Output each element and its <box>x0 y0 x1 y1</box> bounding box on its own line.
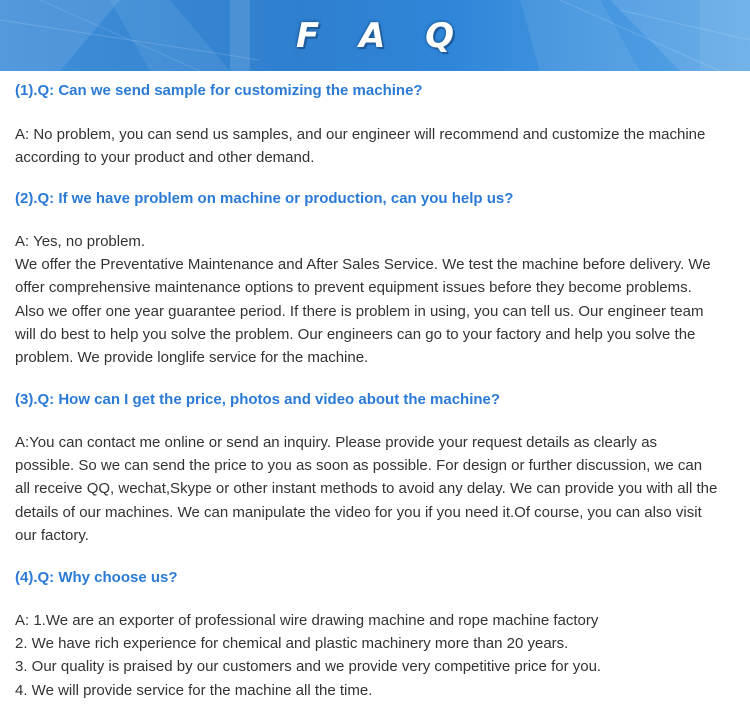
answer-line: problem. We provide longlife service for the machine. <box>15 349 369 367</box>
answer-line: A: Yes, no problem. <box>15 233 146 250</box>
answer-line: offer comprehensive maintenance options to prevent equipment issues before they become problems. <box>15 279 692 297</box>
faq-question: (3).Q: How can I get the price, photos and video about the machine? <box>15 391 501 408</box>
faq-answer <box>15 230 743 369</box>
faq-answer <box>15 609 743 702</box>
answer-line: all receive QQ, wechat,Skype or other instant methods to avoid any delay. We can provide you with all the <box>15 480 718 498</box>
answer-line: Also we offer one year guarantee period. If there is problem in using, you can tell us. Our engineer team <box>15 302 704 320</box>
answer-line: A: No problem, you can send us samples, and our engineer will recommend and customize the machine <box>15 126 706 143</box>
answer-line: our factory. <box>15 526 89 544</box>
answer-line: will do best to help you solve the problem. Our engineers can go to your factory and help you solve the <box>15 325 696 343</box>
answer-line: A: 1.We are an exporter of professional wire drawing machine and rope machine factory <box>15 612 599 629</box>
faq-banner <box>0 0 750 71</box>
faq-answer <box>15 431 743 547</box>
answer-line: A:You can contact me online or send an inquiry. Please provide your request details as clearly as <box>15 434 658 451</box>
faq-title: F A Q <box>295 15 469 56</box>
answer-line: according to your product and other demand. <box>15 149 315 167</box>
answer-line: 2. We have rich experience for chemical and plastic machinery more than 20 years. <box>15 635 569 653</box>
faq-answer <box>15 123 743 169</box>
answer-line: We offer the Preventative Maintenance and After Sales Service. We test the machine before delivery. We <box>15 256 711 274</box>
answer-line: 3. Our quality is praised by our customers and we provide very competitive price for you. <box>15 658 602 676</box>
faq-question: (4).Q: Why choose us? <box>15 569 178 586</box>
faq-question: (1).Q: Can we send sample for customizing the machine? <box>15 82 423 99</box>
faq-question: (2).Q: If we have problem on machine or production, can you help us? <box>15 190 514 207</box>
answer-line: 4. We will provide service for the machine all the time. <box>15 681 373 699</box>
answer-line: details of our machines. We can manipulate the video for you if you need it.Of course, you can also visit <box>15 503 702 521</box>
answer-line: possible. So we can send the price to you as soon as possible. For design or further discussion, we can <box>15 457 703 475</box>
